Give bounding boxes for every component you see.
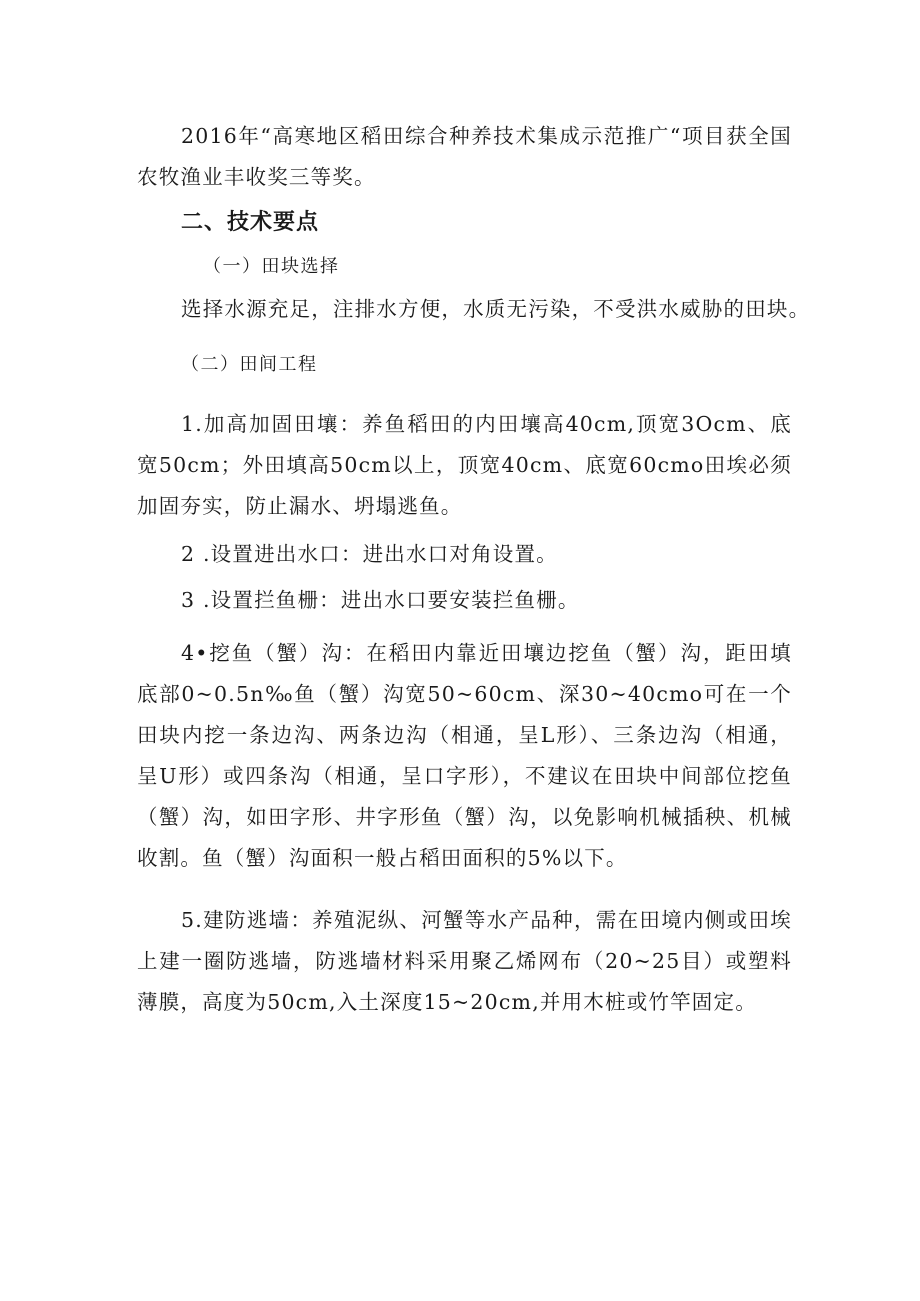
subsection-heading-1: （一）田块选择	[203, 256, 340, 277]
field-selection-paragraph: 选择水源充足，注排水方便，水质无污染，不受洪水威胁的田块。	[181, 297, 811, 321]
item-4-paragraph: 4•挖鱼（蟹）沟：在稻田内靠近田壤边挖鱼（蟹）沟，距田填底部0~0.5n‰鱼（蟹）沟宽50~60cm、深30~40cmo可在一个田块内挖一条边沟、两条边沟（相通，呈L形）、三条边沟（相通，呈U形）或四条沟（相通，呈口字形），不建议在田块中间部位挖鱼（蟹）沟，如田字形、井字形鱼（蟹）沟，以免影响机械插秧、机械收割。鱼（蟹）沟面积一般占稻田面积的5%以下。	[137, 641, 792, 870]
intro-paragraph: 2016年“高寒地区稻田综合种养技术集成示范推广“项目获全国农牧渔业丰收奖三等奖。	[137, 124, 792, 189]
item-5-paragraph: 5.建防逃墙：养殖泥纵、河蟹等水产品种，需在田境内侧或田埃上建一圈防逃墙，防逃墙材料采用聚乙烯网布（20~25目）或塑料薄膜，高度为50cm,入土深度15~20cm,并用木桩或竹竿固定。	[137, 908, 792, 1014]
subsection-heading-2: （二）田间工程	[181, 354, 318, 375]
item-1-paragraph: 1.加高加固田壤：养鱼稻田的内田壤高40cm,顶宽3Ocm、底宽50cm；外田填高50cm以上，顶宽40cm、底宽60cmo田埃必须加固夯实，防止漏水、坍塌逃鱼。	[137, 412, 792, 518]
item-3-paragraph: 3 .设置拦鱼栅：进出水口要安装拦鱼栅。	[181, 588, 580, 612]
item-2-paragraph: 2 .设置进出水口：进出水口对角设置。	[181, 542, 558, 566]
section-heading: 二、技术要点	[181, 210, 320, 235]
